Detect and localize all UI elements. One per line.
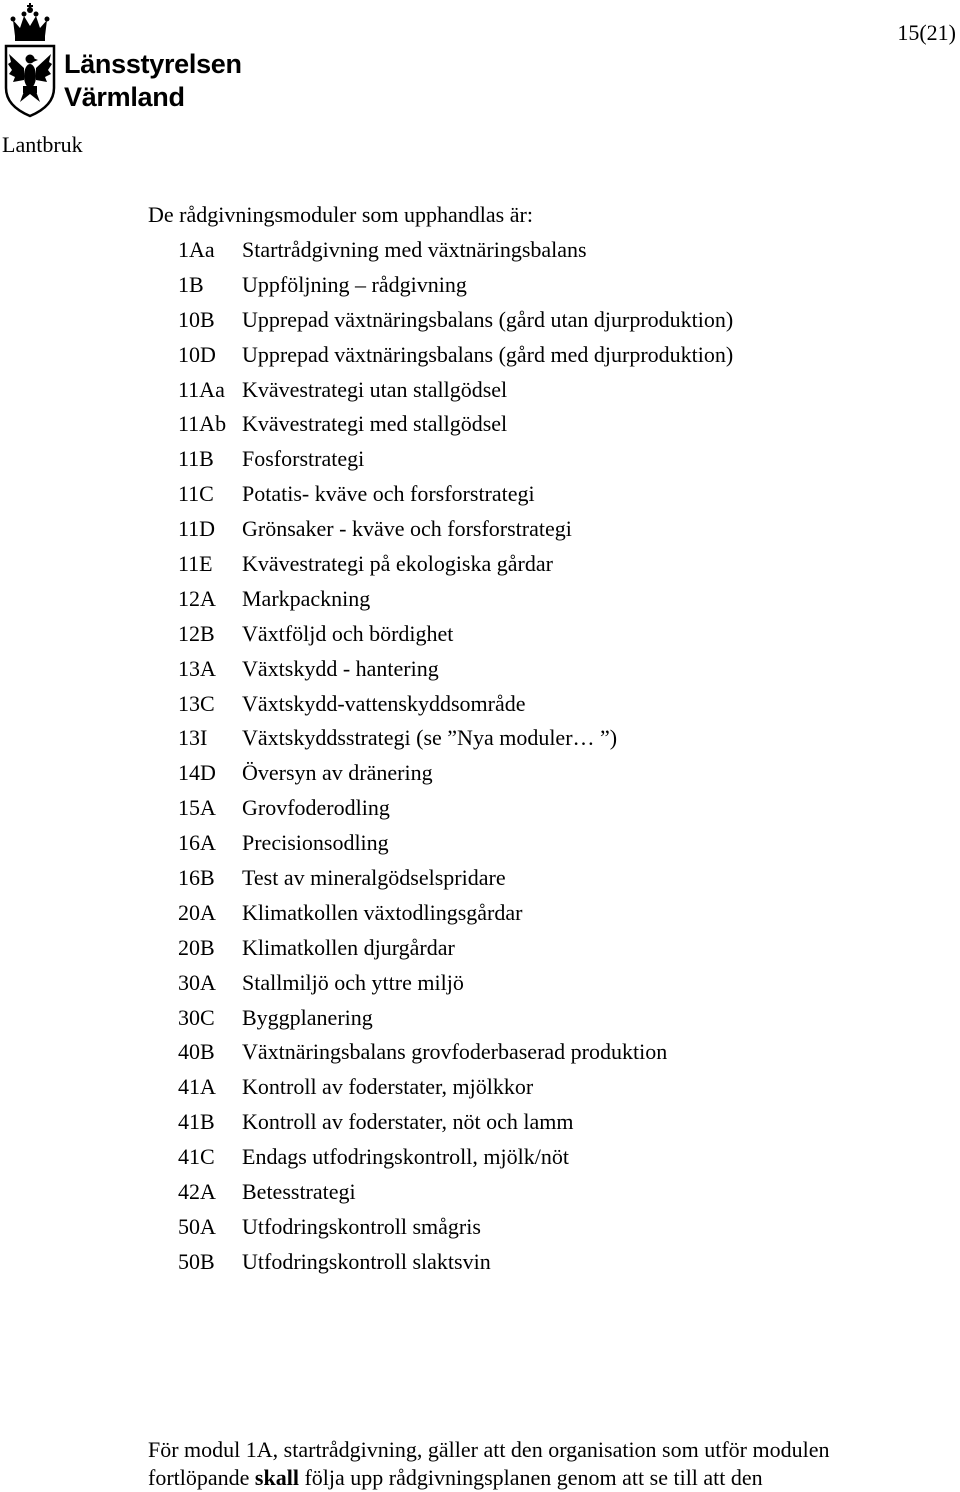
footer-line-1: För modul 1A, startrådgivning, gäller att den organisation som utför modulen xyxy=(148,1437,830,1462)
module-code: 14D xyxy=(178,760,216,786)
module-row xyxy=(178,481,733,516)
module-code: 42A xyxy=(178,1179,216,1205)
module-row xyxy=(178,760,733,795)
module-name: Utfodringskontroll slaktsvin xyxy=(242,1248,491,1274)
module-name: Kontroll av foderstater, mjölkkor xyxy=(242,1074,534,1100)
module-row xyxy=(178,691,733,726)
module-row xyxy=(178,1214,733,1249)
module-code: 11E xyxy=(178,551,213,577)
module-row xyxy=(178,1249,733,1284)
module-row xyxy=(178,1179,733,1214)
module-code: 11Ab xyxy=(178,411,227,437)
module-row xyxy=(178,935,733,970)
footer-line-2 xyxy=(148,1464,948,1492)
module-code: 16B xyxy=(178,865,215,891)
module-row xyxy=(178,342,733,377)
footer-line-2-end: följa upp rådgivningsplanen genom att se till att den xyxy=(298,1465,763,1490)
page-number: 15(21) xyxy=(897,20,956,45)
department-label: Lantbruk xyxy=(2,132,83,157)
module-row xyxy=(178,1074,733,1109)
module-name: Test av mineralgödselspridare xyxy=(242,865,506,891)
module-code: 11C xyxy=(178,481,214,507)
module-name: Startrådgivning med växtnäringsbalans xyxy=(242,237,587,262)
module-row xyxy=(178,272,733,307)
module-row xyxy=(178,516,733,551)
module-code: 1Aa xyxy=(178,237,215,262)
module-code: 15A xyxy=(178,795,216,821)
module-name: Betesstrategi xyxy=(242,1179,356,1205)
module-list-intro: De rådgivningsmoduler som upphandlas är: xyxy=(148,202,533,227)
module-code: 16A xyxy=(178,830,216,856)
module-code: 30C xyxy=(178,1004,215,1030)
module-row xyxy=(178,900,733,935)
footer-bold-word: skall xyxy=(254,1465,299,1490)
module-name: Växtföljd och bördighet xyxy=(242,620,454,646)
module-row xyxy=(178,865,733,900)
module-code: 10B xyxy=(178,306,215,332)
module-code: 50B xyxy=(178,1248,215,1274)
module-row xyxy=(178,446,733,481)
module-name: Kvävestrategi utan stallgödsel xyxy=(242,376,508,402)
module-code: 13A xyxy=(178,655,216,681)
module-row xyxy=(178,1039,733,1074)
module-row xyxy=(178,307,733,342)
module-name: Växtskyddsstrategi (se ”Nya moduler… ”) xyxy=(242,725,618,751)
module-row xyxy=(178,1005,733,1040)
module-code: 11B xyxy=(178,446,214,472)
module-name: Klimatkollen växtodlingsgårdar xyxy=(242,899,523,925)
module-name: Potatis- kväve och forsforstrategi xyxy=(242,481,535,507)
module-code: 20B xyxy=(178,934,215,960)
module-row xyxy=(178,411,733,446)
module-row xyxy=(178,795,733,830)
module-row xyxy=(178,586,733,621)
module-code: 30A xyxy=(178,969,216,995)
module-name: Växtskydd - hantering xyxy=(242,655,439,681)
module-name: Utfodringskontroll smågris xyxy=(242,1213,481,1239)
module-name: Uppföljning – rådgivning xyxy=(242,271,467,297)
module-row xyxy=(178,830,733,865)
module-name: Klimatkollen djurgårdar xyxy=(242,934,455,960)
module-code: 13I xyxy=(178,725,208,751)
coat-of-arms-icon xyxy=(2,2,58,118)
module-code: 20A xyxy=(178,899,216,925)
module-name: Fosforstrategi xyxy=(242,446,365,472)
module-name: Upprepad växtnäringsbalans (gård utan djurproduktion) xyxy=(242,306,734,332)
module-code: 12B xyxy=(178,620,215,646)
agency-name xyxy=(64,48,242,114)
module-code: 41C xyxy=(178,1144,215,1170)
module-name: Stallmiljö och yttre miljö xyxy=(242,969,464,995)
module-code: 41B xyxy=(178,1109,215,1135)
module-name: Kvävestrategi med stallgödsel xyxy=(242,411,508,437)
module-row xyxy=(178,621,733,656)
module-code: 1B xyxy=(178,271,204,297)
module-code: 12A xyxy=(178,585,216,611)
module-code: 50A xyxy=(178,1213,216,1239)
module-row xyxy=(178,1144,733,1179)
module-name: Grönsaker - kväve och forsforstrategi xyxy=(242,516,572,542)
footer-line-2-start: fortlöpande xyxy=(148,1465,255,1490)
module-code: 10D xyxy=(178,341,216,367)
module-row xyxy=(178,725,733,760)
module-row xyxy=(178,1109,733,1144)
module-name: Kontroll av foderstater, nöt och lamm xyxy=(242,1109,574,1135)
module-code: 41A xyxy=(178,1074,216,1100)
agency-name-line2: Värmland xyxy=(64,82,185,112)
module-row xyxy=(178,551,733,586)
module-name: Växtskydd-vattenskyddsområde xyxy=(242,690,526,716)
module-name: Kvävestrategi på ekologiska gårdar xyxy=(242,551,553,577)
module-name: Växtnäringsbalans grovfoderbaserad produktion xyxy=(242,1039,668,1065)
module-code: 11Aa xyxy=(178,376,225,402)
module-row xyxy=(178,970,733,1005)
module-row xyxy=(178,656,733,691)
module-name: Markpackning xyxy=(242,585,371,611)
module-code: 40B xyxy=(178,1039,215,1065)
footer-paragraph xyxy=(148,1436,948,1492)
module-name: Grovfoderodling xyxy=(242,795,390,821)
module-list xyxy=(178,237,733,1284)
module-name: Byggplanering xyxy=(242,1004,373,1030)
agency-name-line1: Länsstyrelsen xyxy=(64,49,242,79)
module-row xyxy=(178,377,733,412)
module-name: Precisionsodling xyxy=(242,830,389,856)
module-name: Endags utfodringskontroll, mjölk/nöt xyxy=(242,1144,569,1170)
module-code: 11D xyxy=(178,516,216,542)
agency-logo xyxy=(2,2,242,120)
module-row xyxy=(178,237,733,272)
module-name: Översyn av dränering xyxy=(242,760,433,786)
module-code: 13C xyxy=(178,690,215,716)
module-name: Upprepad växtnäringsbalans (gård med djurproduktion) xyxy=(242,341,734,367)
